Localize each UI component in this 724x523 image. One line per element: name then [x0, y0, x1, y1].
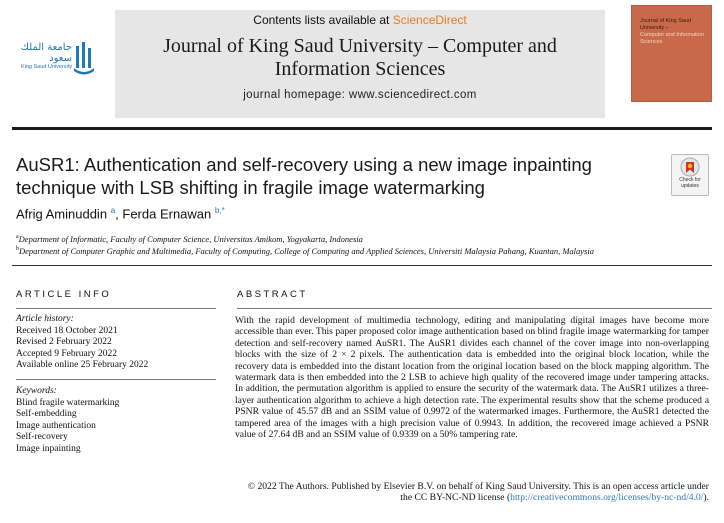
affiliation-marker: b [16, 246, 19, 253]
history-received: Received 18 October 2021 [16, 325, 118, 336]
check-for-updates-badge[interactable] [671, 154, 709, 196]
keyword-item: Self-embedding [16, 409, 77, 419]
abstract-divider [237, 308, 712, 309]
keyword-item: Blind fragile watermarking [16, 397, 120, 408]
keywords-block [16, 386, 216, 455]
author-affil-marker[interactable]: b,* [214, 206, 225, 215]
cover-title: Journal of King Saud University – [640, 18, 692, 31]
article-info-divider [16, 308, 216, 309]
logo-english-text: King Saud University [20, 64, 72, 70]
article-info-heading: ARTICLE INFO [16, 289, 112, 300]
affiliation-text: Department of Informatic, Faculty of Computer Science, Universitas Amikom, Yogyakarta, Indonesia [18, 234, 363, 244]
author-separator: , [115, 206, 123, 222]
king-saud-university-logo [12, 40, 104, 76]
article-history [16, 314, 216, 372]
history-label: Article history: [16, 314, 74, 324]
logo-arabic-text: جامعة الملك سعود [20, 42, 72, 64]
keywords-divider [16, 379, 216, 380]
paper-title: AuSR1: Authentication and self-recovery using a new image inpainting technique with LSB shifting in fragile image watermarking [16, 154, 592, 198]
abstract-text: With the rapid development of multimedia technology, editing and manipulating digital images have become more accessible than ever. This paper proposed color image authentication based on blind fragile image watermarking for tamper detection and self-recovery named AuSR1. The AuSR1 divides each channel of the cover image into non-overlapping blocks with the size of 2 × 2 pixels. The authentication data is embedded into the original block location, while the recovery data is embedded into the distant location from the original location based on the block mapping algorithm. The watermark data is then embedded into the 2 LSB to achieve high quality of the recovered image under tampering attacks. In addition, the permutation algorithm is applied to ensure the security of the watermark data. The AuSR1 utilizes a three-layer authentication algorithm to achieve a high detection rate. The experimental results show that the scheme produced a PSNR value of 45.57 dB and an SSIM value of 0.9972 of the watermarked images. Furthermore, the AuSR1 detected the tampered area of the images with a high precision value of 0.9943. In addition, the recovered image achieved a PSNR value of 27.64 dB and an SSIM value of 0.9339 on a 50% tampering rate. [235, 315, 709, 441]
bookmark-icon [680, 157, 700, 177]
keyword-item: Image authentication [16, 420, 96, 431]
author-name[interactable]: Afrig Aminuddin [16, 206, 108, 222]
journal-title: Journal of King Saud University – Computer and Information Sciences [163, 35, 557, 80]
history-online: Available online 25 February 2022 [16, 360, 149, 370]
journal-homepage-link[interactable]: journal homepage: www.sciencedirect.com [243, 89, 477, 101]
header-divider [12, 127, 712, 130]
affiliation-text: Department of Computer Graphic and Multimedia, Faculty of Computing, College of Computing and Applied Sciences, Universiti Malaysia Pahang, Kuantan, Malaysia [19, 246, 594, 256]
copyright-text: © 2022 The Authors. Published by Elsevier B.V. on behalf of King Saud University. This is an open access article under the CC BY-NC-ND license ( [247, 481, 709, 504]
check-for-updates-label: Check for updates [679, 177, 701, 189]
contents-prefix: Contents lists available at [253, 13, 393, 27]
affiliation-b [16, 246, 716, 256]
author-name[interactable]: Ferda Ernawan [122, 206, 212, 222]
keyword-item: Self-recovery [16, 432, 68, 442]
affiliation-marker: a [16, 234, 19, 241]
section-divider [12, 265, 712, 266]
abstract-heading: ABSTRACT [237, 289, 308, 300]
author-list [16, 206, 225, 221]
history-revised: Revised 2 February 2022 [16, 337, 112, 347]
author-affil-marker[interactable]: a [110, 206, 116, 215]
sciencedirect-link[interactable]: ScienceDirect [392, 13, 467, 27]
history-accepted: Accepted 9 February 2022 [16, 348, 118, 359]
copyright-end: ). [703, 492, 709, 504]
contents-line [115, 13, 605, 27]
keyword-item: Image inpainting [16, 443, 81, 454]
cover-subtitle: Computer and Information Sciences [640, 32, 704, 45]
journal-cover-thumbnail [631, 5, 712, 102]
license-link[interactable]: http://creativecommons.org/licenses/by-nc-nd/4.0/ [510, 492, 704, 504]
copyright-notice [235, 481, 709, 504]
affiliation-a [16, 234, 716, 244]
keywords-label: Keywords: [16, 386, 57, 396]
